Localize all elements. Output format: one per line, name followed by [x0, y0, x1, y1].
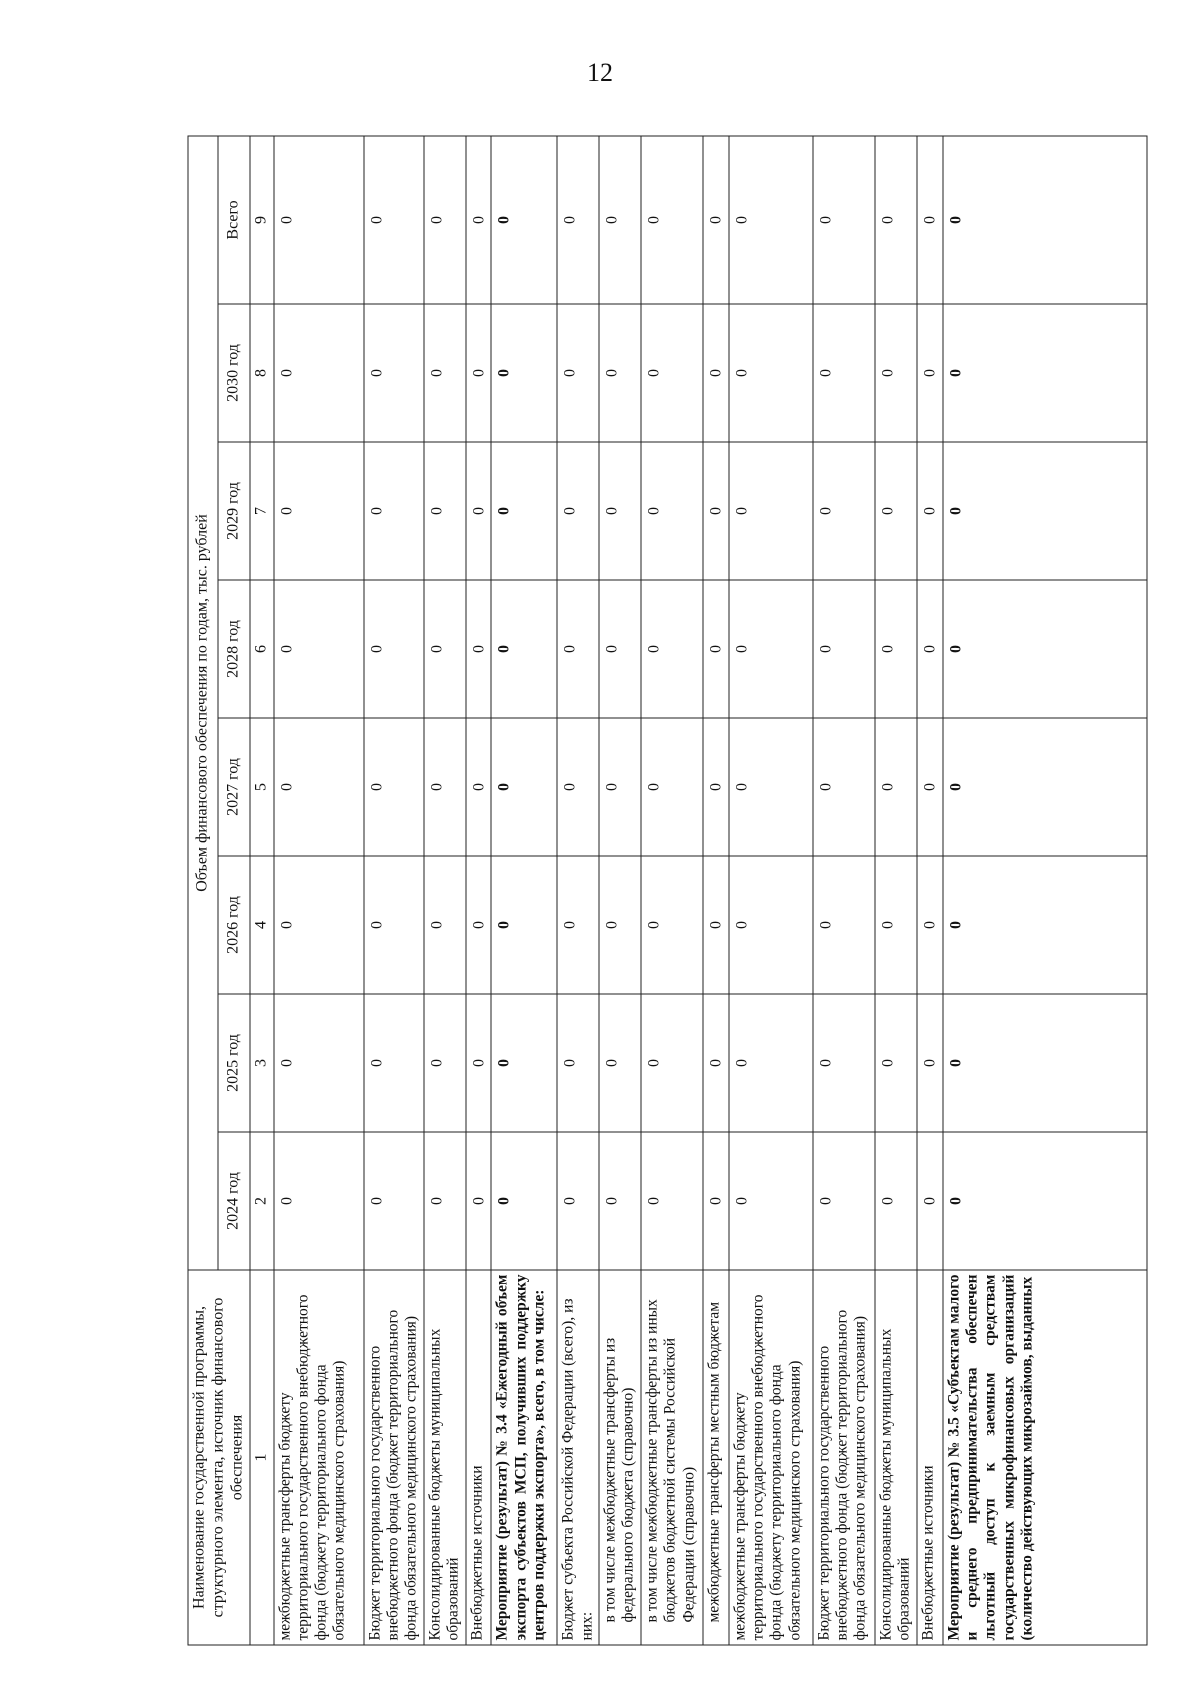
cell-value: 0 [875, 304, 917, 442]
financing-table [188, 135, 1148, 1645]
table-row [729, 136, 813, 1645]
cell-value: 0 [729, 1132, 813, 1270]
cell-value: 0 [703, 442, 729, 580]
cell-value: 0 [813, 442, 875, 580]
cell-value: 0 [491, 856, 557, 994]
cell-value: 0 [917, 856, 943, 994]
cell-value: 0 [813, 580, 875, 718]
header-name-column: Наименование государственной программы, структурного элемента, источник финансового обеспечения [188, 1270, 250, 1645]
cell-value: 0 [729, 856, 813, 994]
row-label: межбюджетные трансферты бюджету территориального государственного внебюджетного фонда (бюджету территориального фонда обязательного медицинского страхования) [274, 1270, 364, 1645]
cell-value: 0 [875, 856, 917, 994]
row-label: Бюджет субъекта Российской Федерации (всего), из них: [557, 1270, 599, 1645]
header-total: Всего [218, 136, 250, 304]
cell-value: 0 [424, 442, 466, 580]
cell-value: 0 [813, 1132, 875, 1270]
header-year: 2024 год [218, 1132, 250, 1270]
cell-value: 0 [491, 994, 557, 1132]
cell-value: 0 [703, 1132, 729, 1270]
cell-value: 0 [424, 580, 466, 718]
cell-value: 0 [917, 442, 943, 580]
cell-value: 0 [364, 994, 424, 1132]
header-year: 2030 год [218, 304, 250, 442]
cell-value: 0 [813, 718, 875, 856]
cell-value: 0 [599, 856, 641, 994]
cell-value: 0 [424, 718, 466, 856]
row-label: Мероприятие (результат) № 3.4 «Ежегодный объем экспорта субъектов МСП, получивших поддержку центров поддержки экспорта», всего, в том числе: [491, 1270, 557, 1645]
cell-value: 0 [466, 304, 492, 442]
cell-value: 0 [491, 718, 557, 856]
cell-value: 0 [599, 304, 641, 442]
column-number: 8 [250, 304, 274, 442]
cell-value: 0 [943, 442, 1147, 580]
cell-value: 0 [729, 136, 813, 304]
cell-value: 0 [729, 304, 813, 442]
cell-value: 0 [599, 718, 641, 856]
cell-value: 0 [641, 1132, 703, 1270]
column-number: 3 [250, 994, 274, 1132]
cell-value: 0 [641, 856, 703, 994]
table-row [557, 136, 599, 1645]
cell-value: 0 [813, 994, 875, 1132]
cell-value: 0 [875, 718, 917, 856]
table-row [943, 136, 1147, 1645]
cell-value: 0 [364, 856, 424, 994]
cell-value: 0 [703, 136, 729, 304]
row-label: межбюджетные трансферты бюджету территориального государственного внебюджетного фонда (бюджету территориального фонда обязательного медицинского страхования) [729, 1270, 813, 1645]
cell-value: 0 [274, 580, 364, 718]
cell-value: 0 [703, 580, 729, 718]
cell-value: 0 [557, 304, 599, 442]
row-label: Внебюджетные источники [466, 1270, 492, 1645]
cell-value: 0 [424, 136, 466, 304]
cell-value: 0 [424, 1132, 466, 1270]
column-number: 1 [250, 1270, 274, 1645]
cell-value: 0 [917, 304, 943, 442]
header-year: 2027 год [218, 718, 250, 856]
cell-value: 0 [917, 580, 943, 718]
cell-value: 0 [917, 1132, 943, 1270]
table-row [424, 136, 466, 1645]
table-row [875, 136, 917, 1645]
cell-value: 0 [943, 580, 1147, 718]
cell-value: 0 [943, 994, 1147, 1132]
cell-value: 0 [466, 580, 492, 718]
row-label: в том числе межбюджетные трансферты из федерального бюджета (справочно) [599, 1270, 641, 1645]
cell-value: 0 [599, 994, 641, 1132]
cell-value: 0 [364, 1132, 424, 1270]
cell-value: 0 [641, 580, 703, 718]
cell-value: 0 [729, 442, 813, 580]
cell-value: 0 [813, 304, 875, 442]
cell-value: 0 [917, 718, 943, 856]
page-number: 12 [587, 58, 613, 87]
cell-value: 0 [641, 442, 703, 580]
table-row [491, 136, 557, 1645]
cell-value: 0 [875, 1132, 917, 1270]
cell-value: 0 [729, 580, 813, 718]
row-label: Внебюджетные источники [917, 1270, 943, 1645]
row-label: Бюджет территориального государственного внебюджетного фонда (бюджет территориального фонда обязательного медицинского страхования) [813, 1270, 875, 1645]
cell-value: 0 [491, 304, 557, 442]
header-volume-group: Объем финансового обеспечения по годам, тыс. рублей [188, 136, 218, 1270]
cell-value: 0 [557, 136, 599, 304]
table-row [466, 136, 492, 1645]
row-label: Консолидированные бюджеты муниципальных образований [875, 1270, 917, 1645]
cell-value: 0 [943, 1132, 1147, 1270]
cell-value: 0 [466, 718, 492, 856]
cell-value: 0 [466, 1132, 492, 1270]
cell-value: 0 [491, 442, 557, 580]
cell-value: 0 [557, 994, 599, 1132]
cell-value: 0 [466, 856, 492, 994]
cell-value: 0 [875, 442, 917, 580]
cell-value: 0 [599, 442, 641, 580]
cell-value: 0 [641, 304, 703, 442]
cell-value: 0 [703, 718, 729, 856]
cell-value: 0 [424, 304, 466, 442]
row-label: Консолидированные бюджеты муниципальных образований [424, 1270, 466, 1645]
cell-value: 0 [875, 994, 917, 1132]
cell-value: 0 [875, 580, 917, 718]
cell-value: 0 [917, 136, 943, 304]
cell-value: 0 [703, 994, 729, 1132]
cell-value: 0 [875, 136, 917, 304]
cell-value: 0 [729, 718, 813, 856]
header-year: 2029 год [218, 442, 250, 580]
row-label: Бюджет территориального государственного внебюджетного фонда (бюджет территориального фонда обязательного медицинского страхования) [364, 1270, 424, 1645]
cell-value: 0 [813, 136, 875, 304]
cell-value: 0 [943, 718, 1147, 856]
cell-value: 0 [274, 442, 364, 580]
column-number: 9 [250, 136, 274, 304]
cell-value: 0 [813, 856, 875, 994]
table-row [599, 136, 641, 1645]
cell-value: 0 [491, 580, 557, 718]
cell-value: 0 [557, 856, 599, 994]
cell-value: 0 [641, 994, 703, 1132]
cell-value: 0 [943, 304, 1147, 442]
header-year: 2028 год [218, 580, 250, 718]
cell-value: 0 [729, 994, 813, 1132]
cell-value: 0 [274, 718, 364, 856]
cell-value: 0 [557, 1132, 599, 1270]
table-row [813, 136, 875, 1645]
cell-value: 0 [364, 580, 424, 718]
cell-value: 0 [274, 304, 364, 442]
cell-value: 0 [703, 856, 729, 994]
cell-value: 0 [364, 718, 424, 856]
cell-value: 0 [599, 136, 641, 304]
cell-value: 0 [491, 136, 557, 304]
row-label: межбюджетные трансферты местным бюджетам [703, 1270, 729, 1645]
table-row [364, 136, 424, 1645]
cell-value: 0 [943, 856, 1147, 994]
row-label: в том числе межбюджетные трансферты из иных бюджетов бюджетной системы Российской Федерации (справочно) [641, 1270, 703, 1645]
column-number: 6 [250, 580, 274, 718]
header-year: 2025 год [218, 994, 250, 1132]
cell-value: 0 [641, 136, 703, 304]
column-number: 4 [250, 856, 274, 994]
cell-value: 0 [274, 136, 364, 304]
cell-value: 0 [274, 856, 364, 994]
cell-value: 0 [703, 304, 729, 442]
header-year: 2026 год [218, 856, 250, 994]
cell-value: 0 [917, 994, 943, 1132]
cell-value: 0 [274, 1132, 364, 1270]
cell-value: 0 [424, 994, 466, 1132]
cell-value: 0 [364, 304, 424, 442]
cell-value: 0 [424, 856, 466, 994]
column-number: 7 [250, 442, 274, 580]
cell-value: 0 [641, 718, 703, 856]
cell-value: 0 [466, 442, 492, 580]
rotated-table-sheet [188, 137, 1136, 1646]
cell-value: 0 [557, 442, 599, 580]
cell-value: 0 [557, 718, 599, 856]
cell-value: 0 [599, 580, 641, 718]
cell-value: 0 [599, 1132, 641, 1270]
table-row [703, 136, 729, 1645]
cell-value: 0 [943, 136, 1147, 304]
cell-value: 0 [364, 442, 424, 580]
cell-value: 0 [274, 994, 364, 1132]
table-row [274, 136, 364, 1645]
column-number: 2 [250, 1132, 274, 1270]
cell-value: 0 [364, 136, 424, 304]
table-row [641, 136, 703, 1645]
column-number: 5 [250, 718, 274, 856]
table-row [917, 136, 943, 1645]
cell-value: 0 [491, 1132, 557, 1270]
cell-value: 0 [557, 580, 599, 718]
cell-value: 0 [466, 136, 492, 304]
row-label: Мероприятие (результат) № 3.5 «Субъектам малого и среднего предпринимательства обеспечен льготный доступ к заемным средствам государственных микрофинансовых организаций (количество действующих микрозаймов, выданных [943, 1270, 1147, 1645]
cell-value: 0 [466, 994, 492, 1132]
